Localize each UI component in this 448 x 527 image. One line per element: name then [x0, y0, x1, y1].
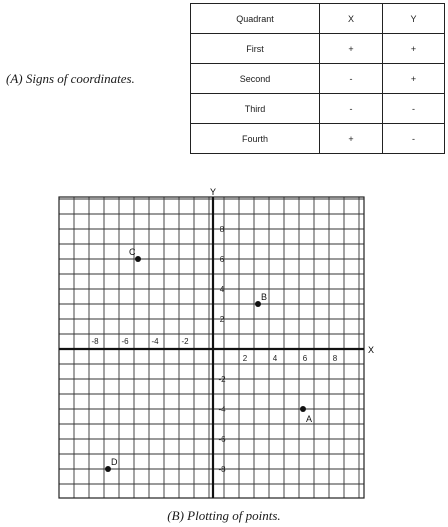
- axes: [59, 187, 374, 498]
- quadrant-name: Second: [191, 64, 320, 94]
- x-sign: -: [320, 64, 383, 94]
- y-sign: -: [383, 94, 445, 124]
- quadrant-name: Third: [191, 94, 320, 124]
- y-sign: -: [383, 124, 445, 154]
- quadrant-name: First: [191, 34, 320, 64]
- x-tick-label: 8: [332, 354, 338, 363]
- y-tick-label: -2: [218, 375, 226, 384]
- caption-signs-of-coordinates: (A) Signs of coordinates.: [6, 71, 135, 86]
- x-tick-label: 2: [242, 354, 248, 363]
- header-y: Y: [383, 4, 445, 34]
- y-tick-label: 6: [219, 255, 225, 264]
- x-sign: +: [320, 34, 383, 64]
- y-tick-label: 2: [219, 315, 225, 324]
- point-a-marker: [300, 406, 306, 412]
- point-a-label: A: [306, 414, 313, 424]
- grid-lines: [59, 197, 364, 498]
- y-tick-label: 4: [219, 285, 225, 294]
- y-tick-label: -8: [218, 465, 226, 474]
- x-axis-label: X: [368, 345, 375, 355]
- x-sign: +: [320, 124, 383, 154]
- x-sign: -: [320, 94, 383, 124]
- x-tick-label: -8: [91, 337, 99, 346]
- quadrant-name: Fourth: [191, 124, 320, 154]
- y-tick-label: -4: [218, 405, 226, 414]
- y-sign: +: [383, 64, 445, 94]
- x-tick-label: -2: [181, 337, 189, 346]
- point-c-label: C: [129, 247, 136, 257]
- y-sign: +: [383, 34, 445, 64]
- caption-plotting-of-points: (B) Plotting of points.: [167, 508, 281, 523]
- x-tick-label: 6: [302, 354, 308, 363]
- plotted-points: [105, 247, 312, 472]
- x-tick-label: 4: [272, 354, 278, 363]
- grid-border: [59, 197, 364, 498]
- point-c-marker: [135, 256, 141, 262]
- header-quadrant: Quadrant: [191, 4, 320, 34]
- y-tick-label: 8: [219, 225, 225, 234]
- header-x: X: [320, 4, 383, 34]
- x-tick-label: -4: [151, 337, 159, 346]
- x-tick-label: -6: [121, 337, 129, 346]
- point-b-label: B: [261, 292, 268, 302]
- y-tick-label: -6: [218, 435, 226, 444]
- y-axis-label: Y: [210, 187, 217, 197]
- point-d-label: D: [111, 457, 118, 467]
